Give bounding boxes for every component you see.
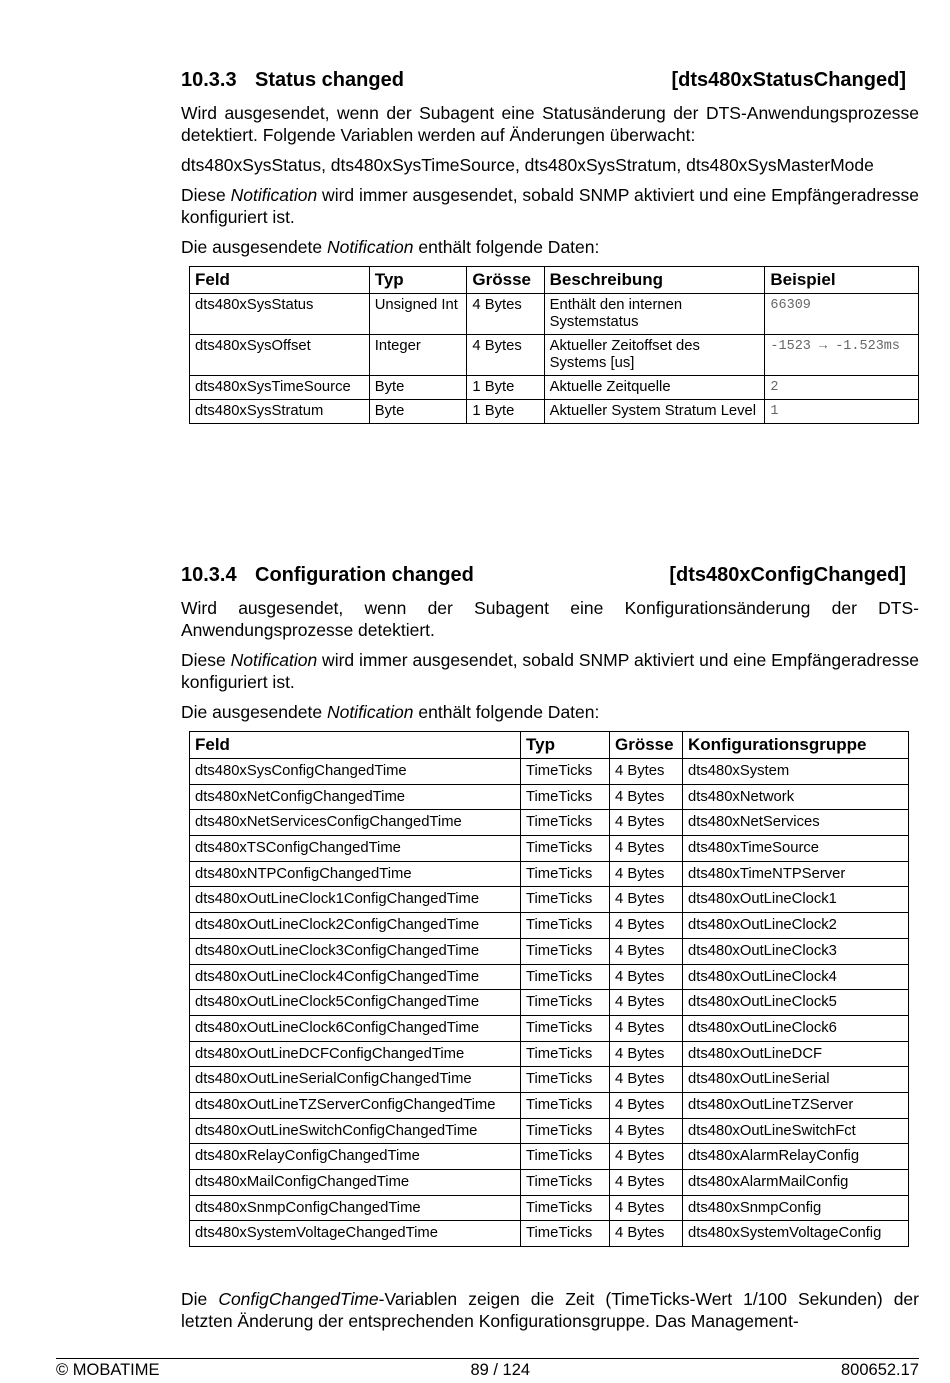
table-cell: 4 Bytes — [467, 294, 544, 335]
table-cell: dts480xOutLineClock5ConfigChangedTime — [190, 990, 521, 1016]
table-cell: TimeTicks — [521, 784, 610, 810]
table-cell: dts480xSystem — [683, 759, 909, 785]
table-cell: dts480xSysConfigChangedTime — [190, 759, 521, 785]
section-tag: [dts480xStatusChanged] — [671, 69, 906, 91]
table-row — [190, 964, 909, 990]
table-cell: TimeTicks — [521, 1144, 610, 1170]
table-cell: 4 Bytes — [610, 784, 683, 810]
table-row — [190, 400, 919, 424]
table-cell: dts480xOutLineTZServerConfigChangedTime — [190, 1092, 521, 1118]
emphasis: ConfigChangedTime — [218, 1289, 379, 1309]
table-cell: dts480xOutLineClock5 — [683, 990, 909, 1016]
table-cell: dts480xOutLineClock6ConfigChangedTime — [190, 1015, 521, 1041]
table-cell: 1 Byte — [467, 376, 544, 400]
section-status-changed — [181, 66, 919, 424]
table-cell: 4 Bytes — [610, 1118, 683, 1144]
column-header: Grösse — [467, 267, 544, 294]
table-cell: 4 Bytes — [610, 759, 683, 785]
table-cell: 4 Bytes — [467, 335, 544, 376]
table-cell: TimeTicks — [521, 1015, 610, 1041]
section-heading — [181, 66, 919, 94]
table-cell: 4 Bytes — [610, 861, 683, 887]
text: Die ausgesendete — [181, 237, 327, 257]
paragraph-variables: dts480xSysStatus, dts480xSysTimeSource, dts480xSysStratum, dts480xSysMasterMode — [181, 155, 874, 175]
table-cell: dts480xMailConfigChangedTime — [190, 1170, 521, 1196]
table-cell: TimeTicks — [521, 1041, 610, 1067]
table-cell: Unsigned Int — [369, 294, 467, 335]
table-cell: Integer — [369, 335, 467, 376]
table-row — [190, 335, 919, 376]
table-cell: dts480xSnmpConfigChangedTime — [190, 1195, 521, 1221]
table-cell: dts480xOutLineClock2ConfigChangedTime — [190, 913, 521, 939]
table-cell: dts480xRelayConfigChangedTime — [190, 1144, 521, 1170]
table-cell: TimeTicks — [521, 964, 610, 990]
table-row — [190, 913, 909, 939]
table-cell: 4 Bytes — [610, 810, 683, 836]
table-cell: 4 Bytes — [610, 1092, 683, 1118]
table-cell: dts480xOutLineClock1 — [683, 887, 909, 913]
table-cell: 2 — [765, 376, 919, 400]
emphasis: Notification — [230, 185, 318, 205]
column-header: Konfigurationsgruppe — [683, 732, 909, 759]
text: Die — [181, 1289, 219, 1309]
table-cell: 4 Bytes — [610, 836, 683, 862]
table-cell: dts480xOutLineClock3 — [683, 938, 909, 964]
table-cell: TimeTicks — [521, 913, 610, 939]
emphasis: Notification — [326, 702, 414, 722]
table-cell: dts480xAlarmMailConfig — [683, 1170, 909, 1196]
table-cell: dts480xNetServicesConfigChangedTime — [190, 810, 521, 836]
table-cell: TimeTicks — [521, 1195, 610, 1221]
table-cell: dts480xTimeSource — [683, 836, 909, 862]
table-cell: Aktueller Zeitoffset des Systems [us] — [544, 335, 765, 376]
table-cell: dts480xOutLineSerialConfigChangedTime — [190, 1067, 521, 1093]
footer-copyright: © MOBATIME — [56, 1361, 160, 1379]
section-number: 10.3.4 — [181, 564, 237, 586]
table-row — [190, 784, 909, 810]
table-row — [190, 1041, 909, 1067]
table-cell: dts480xOutLineClock3ConfigChangedTime — [190, 938, 521, 964]
config-data-table — [189, 731, 909, 1247]
column-header: Typ — [521, 732, 610, 759]
emphasis: Notification — [230, 650, 318, 670]
paragraph — [181, 236, 919, 258]
table-header-row — [190, 267, 919, 294]
text: wird immer ausgesendet, sobald SNMP aktiviert und eine Empfängeradresse konfiguriert ist. — [181, 185, 919, 227]
table-cell: 4 Bytes — [610, 1015, 683, 1041]
paragraph — [181, 701, 919, 723]
table-cell: 4 Bytes — [610, 1195, 683, 1221]
table-row — [190, 759, 909, 785]
table-cell: 4 Bytes — [610, 938, 683, 964]
table-cell: dts480xTSConfigChangedTime — [190, 836, 521, 862]
table-row — [190, 1067, 909, 1093]
table-cell: dts480xSystemVoltageChangedTime — [190, 1221, 521, 1247]
section-title: Status changed — [255, 69, 404, 91]
paragraph — [181, 184, 919, 228]
paragraph — [181, 1288, 919, 1332]
table-row — [190, 1092, 909, 1118]
table-cell: dts480xSysOffset — [190, 335, 370, 376]
table-cell: dts480xTimeNTPServer — [683, 861, 909, 887]
table-cell: dts480xSysTimeSource — [190, 376, 370, 400]
table-cell: TimeTicks — [521, 990, 610, 1016]
section-heading — [181, 561, 919, 589]
table-row — [190, 1221, 909, 1247]
column-header: Feld — [190, 267, 370, 294]
page-number: 89 / 124 — [470, 1361, 531, 1379]
table-cell: dts480xOutLineDCFConfigChangedTime — [190, 1041, 521, 1067]
table-cell: TimeTicks — [521, 1170, 610, 1196]
text: Die ausgesendete — [181, 702, 327, 722]
table-cell: dts480xNetConfigChangedTime — [190, 784, 521, 810]
text: enthält folgende Daten: — [413, 702, 600, 722]
column-header: Beispiel — [765, 267, 919, 294]
table-row — [190, 861, 909, 887]
section-title: Configuration changed — [255, 564, 474, 586]
table-cell: 1 Byte — [467, 400, 544, 424]
table-cell: TimeTicks — [521, 938, 610, 964]
table-cell: 4 Bytes — [610, 990, 683, 1016]
table-row — [190, 1195, 909, 1221]
emphasis: Notification — [326, 237, 414, 257]
table-cell: Byte — [369, 400, 467, 424]
table-cell: Byte — [369, 376, 467, 400]
text: -Variablen zeigen die Zeit (TimeTicks-Wert 1/100 Sekunden) der letzten Änderung der entsprechenden Konfigurationsgruppe. Das Management- — [181, 1289, 919, 1331]
table-cell: -1523 → -1.523ms — [765, 335, 919, 376]
column-header: Typ — [369, 267, 467, 294]
section-tag: [dts480xConfigChanged] — [669, 564, 906, 586]
table-cell: Aktuelle Zeitquelle — [544, 376, 765, 400]
table-cell: 4 Bytes — [610, 1170, 683, 1196]
table-cell: dts480xOutLineSwitchConfigChangedTime — [190, 1118, 521, 1144]
table-cell: TimeTicks — [521, 836, 610, 862]
status-data-table — [189, 266, 919, 424]
table-cell: dts480xOutLineClock6 — [683, 1015, 909, 1041]
text: Diese — [181, 650, 231, 670]
table-cell: TimeTicks — [521, 1067, 610, 1093]
table-cell: Aktueller System Stratum Level — [544, 400, 765, 424]
document-number: 800652.17 — [840, 1361, 919, 1379]
paragraph: Wird ausgesendet, wenn der Subagent eine Statusänderung der DTS-Anwendungsprozesse detektiert. Folgende Variablen werden auf Änderungen überwacht: — [181, 103, 919, 145]
table-row — [190, 376, 919, 400]
section-configuration-changed — [181, 561, 919, 1247]
table-cell: 4 Bytes — [610, 913, 683, 939]
table-cell: TimeTicks — [521, 887, 610, 913]
paragraph: Wird ausgesendet, wenn der Subagent eine Konfigurationsänderung der DTS-Anwendungsprozesse detektiert. — [181, 598, 919, 640]
table-cell: dts480xSystemVoltageConfig — [683, 1221, 909, 1247]
table-cell: dts480xAlarmRelayConfig — [683, 1144, 909, 1170]
column-header: Feld — [190, 732, 521, 759]
table-cell: TimeTicks — [521, 1221, 610, 1247]
page-footer — [56, 1358, 919, 1380]
table-cell: dts480xOutLineClock4ConfigChangedTime — [190, 964, 521, 990]
table-row — [190, 938, 909, 964]
table-cell: dts480xSnmpConfig — [683, 1195, 909, 1221]
column-header: Beschreibung — [544, 267, 765, 294]
table-header-row — [190, 732, 909, 759]
table-row — [190, 1170, 909, 1196]
table-cell: dts480xNetwork — [683, 784, 909, 810]
table-cell: TimeTicks — [521, 1092, 610, 1118]
table-cell: TimeTicks — [521, 861, 610, 887]
table-cell: dts480xOutLineClock2 — [683, 913, 909, 939]
table-row — [190, 887, 909, 913]
paragraph — [181, 649, 919, 693]
table-cell: dts480xOutLineClock1ConfigChangedTime — [190, 887, 521, 913]
table-cell: dts480xSysStratum — [190, 400, 370, 424]
table-cell: 1 — [765, 400, 919, 424]
section-number: 10.3.3 — [181, 69, 237, 91]
table-row — [190, 990, 909, 1016]
table-row — [190, 836, 909, 862]
table-cell: dts480xSysStatus — [190, 294, 370, 335]
table-cell: dts480xOutLineDCF — [683, 1041, 909, 1067]
table-cell: dts480xNTPConfigChangedTime — [190, 861, 521, 887]
table-cell: 66309 — [765, 294, 919, 335]
table-cell: TimeTicks — [521, 759, 610, 785]
table-cell: TimeTicks — [521, 810, 610, 836]
table-cell: dts480xOutLineTZServer — [683, 1092, 909, 1118]
table-row — [190, 1118, 909, 1144]
column-header: Grösse — [610, 732, 683, 759]
table-cell: 4 Bytes — [610, 1067, 683, 1093]
closing-paragraph — [181, 1288, 919, 1340]
table-cell: TimeTicks — [521, 1118, 610, 1144]
table-cell: 4 Bytes — [610, 887, 683, 913]
text: Diese — [181, 185, 231, 205]
table-cell: Enthält den internen Systemstatus — [544, 294, 765, 335]
table-row — [190, 1015, 909, 1041]
table-row — [190, 1144, 909, 1170]
table-row — [190, 294, 919, 335]
text: enthält folgende Daten: — [413, 237, 600, 257]
table-cell: dts480xOutLineSerial — [683, 1067, 909, 1093]
table-cell: 4 Bytes — [610, 1144, 683, 1170]
table-cell: 4 Bytes — [610, 1041, 683, 1067]
text: wird immer ausgesendet, sobald SNMP aktiviert und eine Empfängeradresse konfiguriert ist. — [181, 650, 919, 692]
table-cell: dts480xOutLineSwitchFct — [683, 1118, 909, 1144]
table-cell: 4 Bytes — [610, 964, 683, 990]
table-row — [190, 810, 909, 836]
table-cell: dts480xNetServices — [683, 810, 909, 836]
table-cell: dts480xOutLineClock4 — [683, 964, 909, 990]
table-cell: 4 Bytes — [610, 1221, 683, 1247]
